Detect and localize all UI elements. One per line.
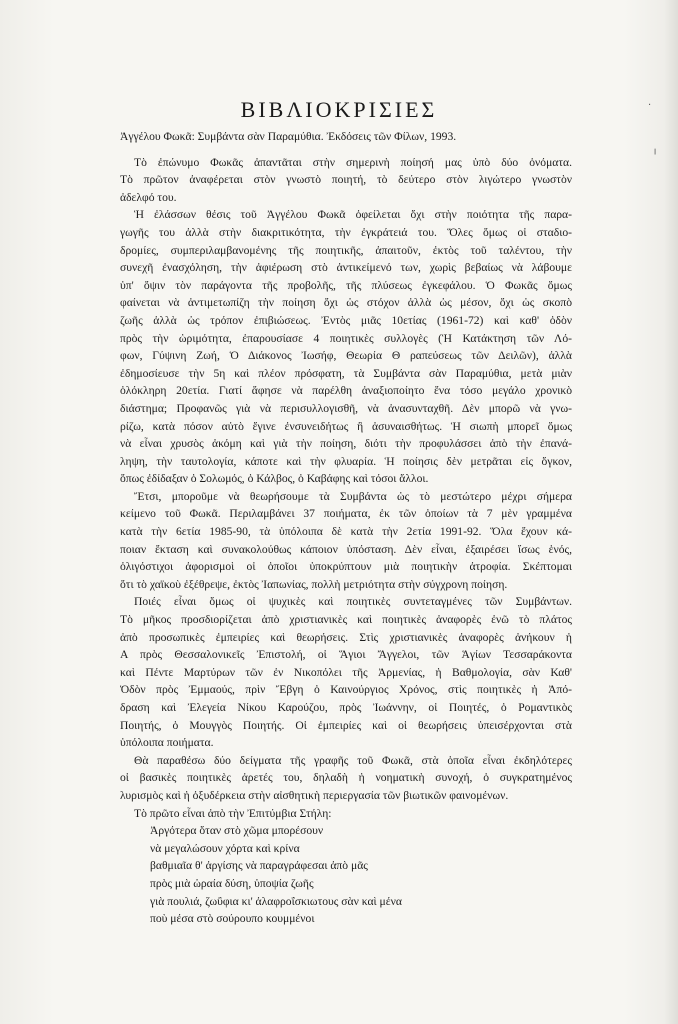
text-line: κατὰ τὴν 6ετία 1985-90, τὰ ὑπόλοιπα δὲ κατὰ τὴν 2ετία 1991-92. Ὅλα ἔχουν κά- (120, 525, 572, 539)
text-line: ὑπόλοιπα ποιήματα. (120, 736, 214, 750)
paragraph (120, 488, 572, 594)
paragraph (120, 752, 572, 805)
text-line: νὰ εἶναι χρυσὸς ἀκόμη καὶ γιὰ τὴν ποίηση, διότι τὴν προφυλάσσει ἀπὸ τὴν ἐπανά- (120, 437, 572, 451)
text-line: Ἔτσι, μποροῦμε νὰ θεωρήσουμε τὰ Συμβάντα ὡς τὸ μεστώτερο μέχρι σήμερα (134, 489, 572, 503)
paragraph (120, 593, 572, 751)
bibliography-line: Ἀγγέλου Φωκᾶ: Συμβάντα σὰν Παραμύθια. Ἐκδόσεις τῶν Φίλων, 1993. (120, 130, 457, 143)
text-line: Ἡ ἐλάσσων θέσις τοῦ Ἀγγέλου Φωκᾶ ὀφείλεται ὄχι στὴν ποιότητα τῆς παρα- (134, 208, 572, 222)
text-line: δρομίες, συμπεριλαμβανομένης τῆς ποιητικῆς, ἀπαιτοῦν, ἐκτὸς τοῦ ταλέντου, τὴν (120, 243, 572, 257)
text-line: λυρισμὸς καὶ ἡ ὀξυδέρκεια στὴν αἰσθητικὴ περιεργασία τῶν βιωτικῶν φαινομένων. (120, 788, 509, 802)
text-line: ὁλόκληρη 20ετία. Γιατί ἄφησε νὰ παρέλθη ἀναξιοποίητο ἕνα τόσο μεγάλο χρονικὸ (120, 384, 572, 398)
text-line: Ὁδὸν πρὸς Ἐμμαούς, πρὶν Ἔβγη ὁ Καινούργιος Χρόνος, στὶς ποιητικὲς ἡ Ἀπό- (120, 683, 572, 697)
text-line: συνεχῆ ἐνασχόληση, τὴν ἀφιέρωση στὸ ἀντικείμενό των, χωρὶς βεβαίως νὰ λάβουμε (120, 261, 572, 275)
poem-line: Ἀργότερα ὅταν στὸ χῶμα μπορέσουν (150, 824, 324, 838)
text-line: ἀδελφό του. (120, 190, 177, 204)
page-title: ΒΙΒΛΙΟΚΡΙΣΙΕΣ (240, 96, 438, 122)
text-line: ρίζω, κατὰ πόσον αὐτὸ ἔγινε ἐνσυνειδήτως ἢ ἀσυναισθήτως. Ἡ σιωπὴ μπορεῖ ὅμως (120, 419, 572, 433)
text-line: Θὰ παραθέσω δύο δείγματα τῆς γραφῆς τοῦ Φωκᾶ, στὰ ὁποῖα εἶναι ἐκδηλότερες (134, 753, 572, 767)
page-edge-shadow (664, 0, 678, 1024)
poem-line: γιὰ πουλιά, ζωΰφια κι' ἀλαφροΐσκιωτους σὰν καὶ μένα (150, 894, 402, 908)
paragraph (120, 206, 572, 488)
text-line: Τὸ ἐπώνυμο Φωκᾶς ἀπαντᾶται στὴν σημερινὴ ποίησή μας ὑπὸ δύο ὀνόματα. (134, 155, 572, 169)
text-line: πρὸς τὴν ὡριμότητα, ἐπαρουσίασε 4 ποιητικὲς συλλογὲς (Ἡ Κατάκτηση τῶν Λό- (120, 331, 572, 345)
text-line: ὑπ' ὄψιν τὸν παράγοντα τῆς προβολῆς, τῆς πλύσεως ἐγκεφάλου. Ὁ Φωκᾶς ὅμως (120, 278, 572, 292)
text-line: Ποιές εἶναι ὅμως οἱ ψυχικὲς καὶ ποιητικὲς συντεταγμένες τῶν Συμβάντων. (134, 595, 572, 609)
poem-intro: Τὸ πρῶτο εἶναι ἀπὸ τὴν Ἐπιτύμβια Στήλη: (134, 806, 332, 820)
text-line: φαίνεται νὰ ἀντιμετωπίζη τὴν ποίηση ὄχι ὡς στόχον ἀλλὰ ὡς μέσον, ὄχι ὡς σκοπὸ (120, 296, 572, 310)
text-line: φων, Γύψινη Ζωή, Ὁ Διάκονος Ἰωσήφ, Θεωρία Θ ραπεύσεως τῶν Δειλῶν), ἀλλὰ (120, 349, 572, 363)
text-line: Ποιητής, ὁ Μουγγὸς Ποιητής. Οἱ ἐμπειρίες καὶ οἱ θεωρήσεις ὑπεισέρχονται στὰ (120, 718, 572, 732)
text-line: ὅπως ἐδίδαξαν ὁ Σολωμός, ὁ Κάλβος, ὁ Καβάφης καὶ τόσοι ἄλλοι. (120, 472, 429, 486)
text-line: ληψη, τὴν ταυτολογία, κάποτε καὶ τὴν φλυαρία. Ἡ ποίησις δὲν μετρᾶται εἰς ὄγκον, (120, 454, 572, 468)
text-line: καὶ Πέντε Μαρτύρων τῶν ἐν Νικοπόλει τῆς Ἀρμενίας, ἡ Βαθμολογία, σὰν Καθ' (120, 665, 572, 679)
text-line: ἀπὸ προσωπικὲς ἐμπειρίες καὶ θεωρήσεις. Στὶς χριστιανικὲς ἀναφορὲς ἀνήκουν ἡ (120, 630, 572, 644)
text-line: διάστημα; Προφανῶς γιὰ νὰ περισυλλογισθῆ, νὰ ἀνασυνταχθῆ. Δὲν μπορῶ νὰ γνω- (120, 401, 572, 415)
text-line: ἐδημοσίευσε τὴν 5η καὶ πλέον πρόσφατη, τὰ Συμβάντα σὰν Παραμύθια, μετὰ μιὰν (120, 366, 572, 380)
poem-line: νὰ μεγαλώσουν χόρτα καὶ κρίνα (150, 841, 300, 855)
text-line: ζωῆς ἀλλὰ ὡς τρόπον ἐπιβιώσεως. Ἐντὸς μιᾶς 10ετίας (1961-72) καὶ καθ' ὁδὸν (120, 313, 572, 327)
text-line: Τὸ πρῶτον ἀναφέρεται στὸν γνωστὸ ποιητή, τὸ δεύτερο στὸν λιγώτερο γνωστὸν (120, 173, 572, 187)
text-line: ποιαν ἔκταση καὶ συνακολούθως κάποιον ὑπόσταση. Δὲν εἶναι, ἐξαιρέσει ἴσως ἑνός, (120, 542, 572, 556)
text-line: γωγῆς του ἀλλὰ στὴν διακριτικότητα, τὴν ἐγκράτειά του. Ὅλες ὅμως οἱ σταδιο- (120, 225, 572, 239)
review-article (120, 128, 572, 928)
text-line: Τὸ μῆκος προσδιορίζεται ἀπὸ χριστιανικὲς καὶ ποιητικὲς ἀναφορὲς ἐνῶ τὸ πλάτος (120, 613, 572, 627)
text-line: κείμενο τοῦ Φωκᾶ. Περιλαμβάνει 37 ποιήματα, ἐκ τῶν ὁποίων τὰ 7 μὲν γραμμένα (120, 507, 572, 521)
poem-excerpt (120, 822, 572, 928)
poem-line: βαθμιαῖα θ' ἀργίσης νὰ παραγράφεσαι ἀπὸ μᾶς (150, 859, 368, 873)
text-line: δραση καὶ Ἐλεγεία Νίκου Καρούζου, πρὸς Ἰωάννην, οἱ Ποιητές, ὁ Ρομαντικὸς (120, 701, 572, 714)
poem-line: ποὺ μέσα στὸ σούρουπο κουμμένοι (150, 912, 315, 926)
margin-mark: ╵ (652, 150, 659, 161)
text-line: Α πρὸς Θεσσαλονικεῖς Ἐπιστολή, οἱ Ἅγιοι Ἄγγελοι, τῶν Ἁγίων Τεσσαράκοντα (120, 648, 572, 662)
poem-line: πρὸς μιὰ ὡραία δύση, ὑποψία ζωῆς (150, 876, 314, 890)
text-line: ὅτι τὸ χαϊκοὺ ἐξέθρεψε, ἐκτὸς Ἰαπωνίας, πολλὴ μετριότητα στὴν σύγχρονη ποίηση. (120, 577, 508, 591)
text-line: ὀλιγόστιχοι ἀφορισμοὶ οἱ ὁποῖοι ὑποκρύπτουν μιὰ ποιητικὴν ἀτροφία. Σκέπτομαι (120, 560, 572, 574)
text-line: οἱ βασικὲς ποιητικὲς ἀρετές του, δηλαδὴ ἡ νοηματικὴ συνοχή, ὁ συγκρατημένος (120, 771, 572, 785)
paragraph (120, 154, 572, 207)
margin-mark: · (648, 100, 652, 111)
